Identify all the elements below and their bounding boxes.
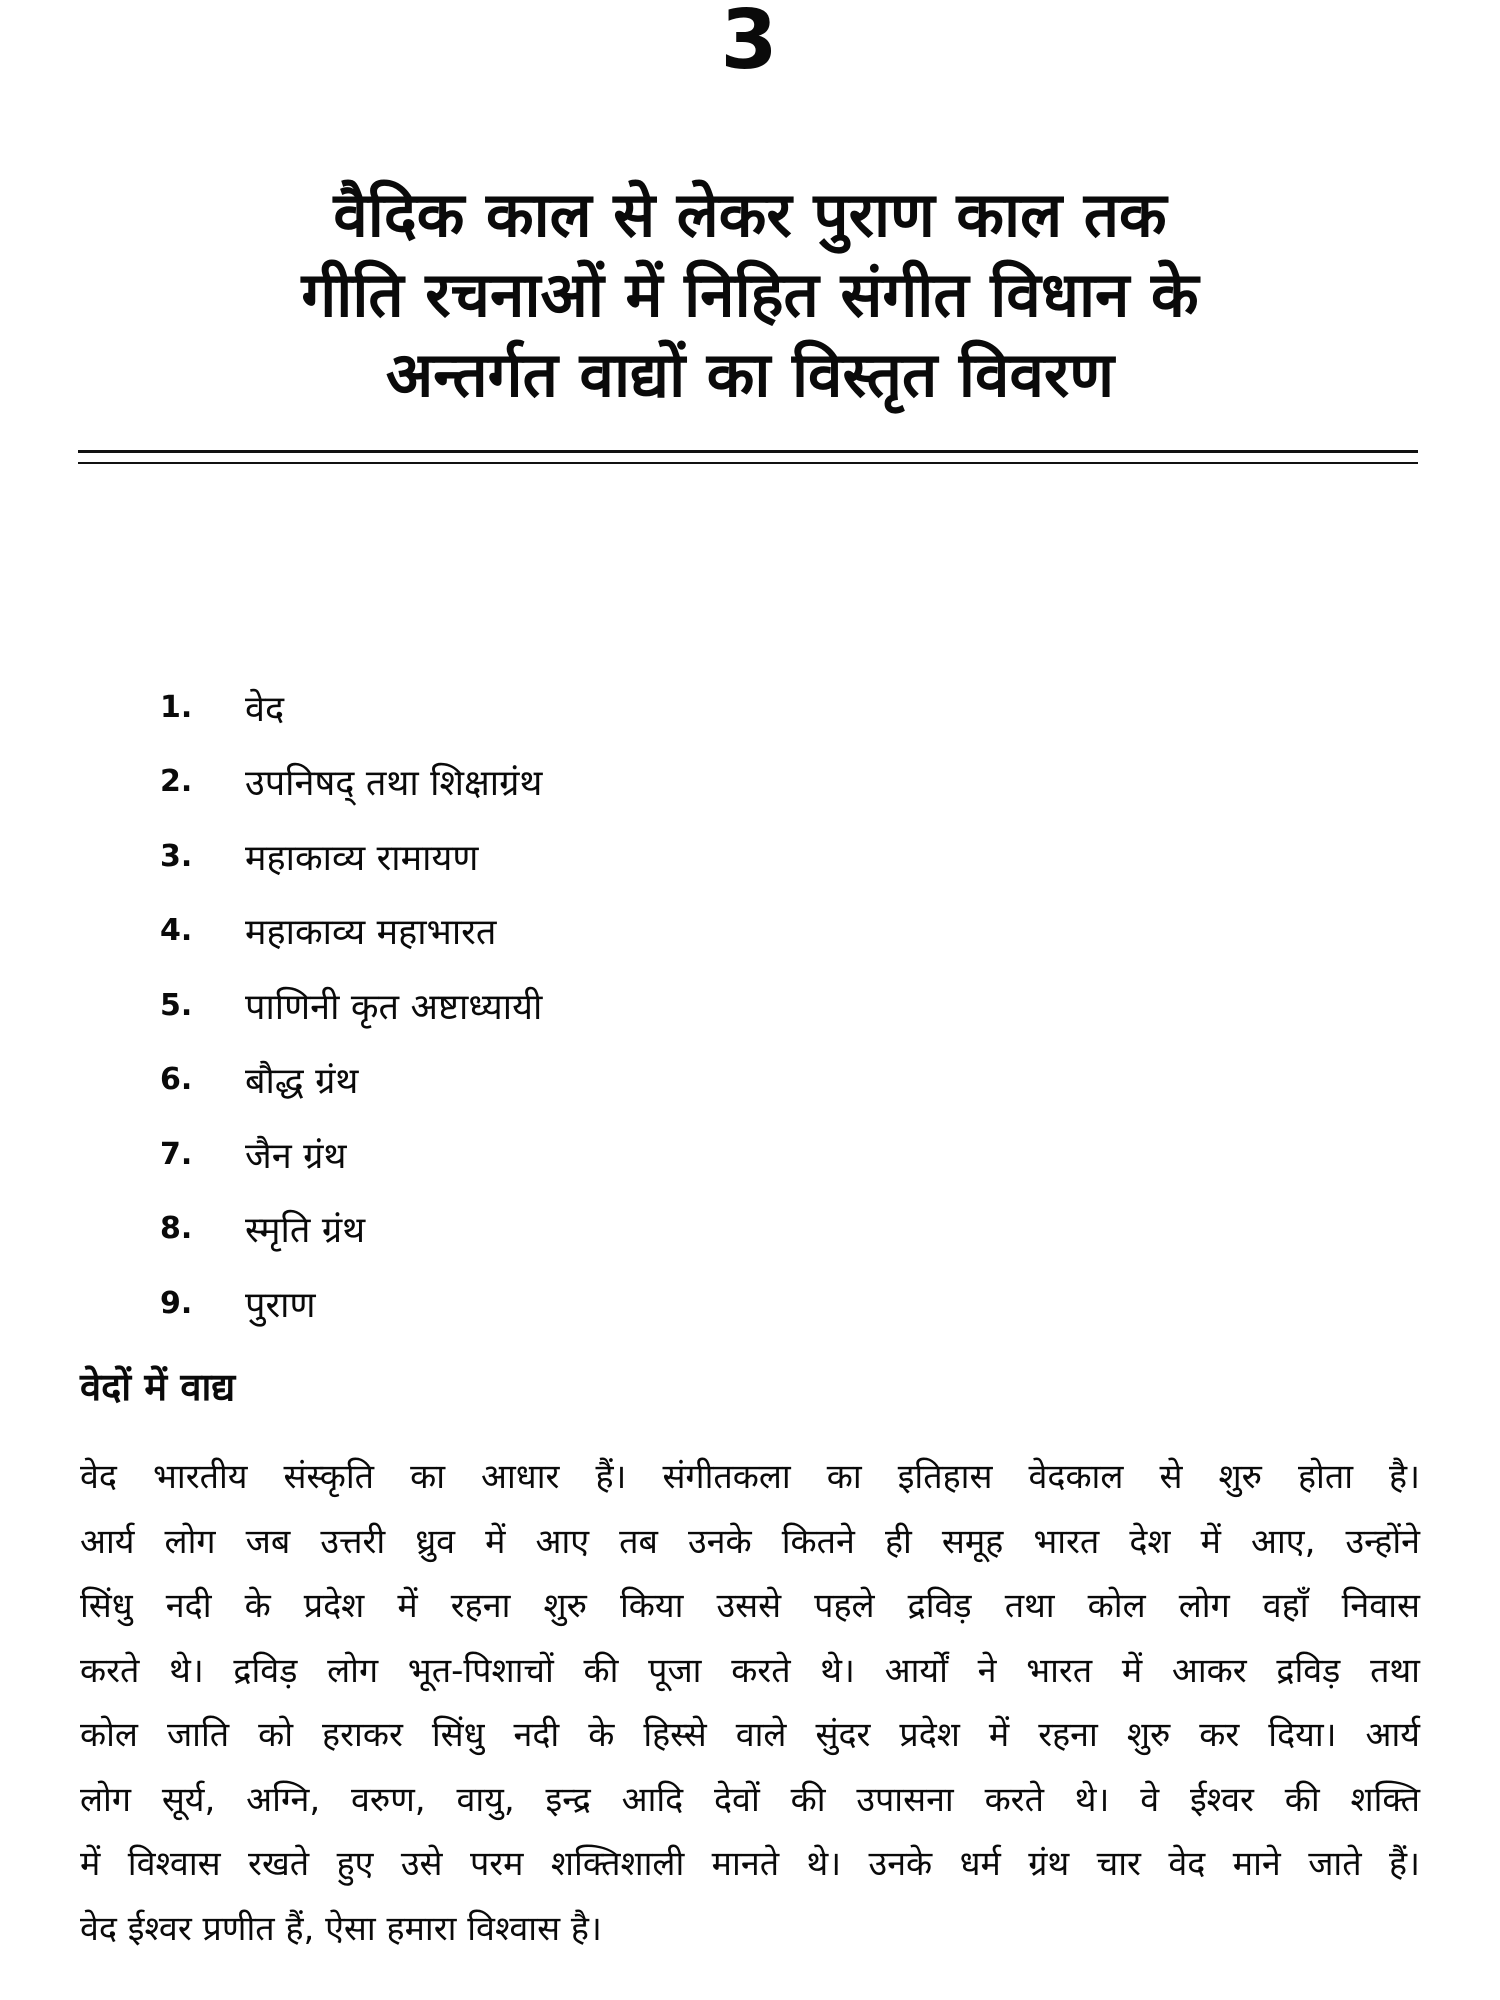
body-paragraph — [80, 1445, 1420, 1961]
section-heading: वेदों में वाद्य — [80, 1365, 236, 1409]
list-item — [160, 1043, 542, 1118]
paragraph-line: करते थे। द्रविड़ लोग भूत-पिशाचों की पूजा करते थे। आर्यों ने भारत में आकर द्रविड़ तथा — [80, 1650, 1420, 1691]
chapter-number: 3 — [720, 0, 780, 88]
list-item-text: बौद्ध ग्रंथ — [245, 1061, 359, 1103]
chapter-title-line: वैदिक काल से लेकर पुराण काल तक — [333, 178, 1167, 251]
list-item-text: पाणिनी कृत अष्टाध्यायी — [245, 986, 543, 1028]
list-item-number: 4. — [160, 913, 193, 949]
list-item — [160, 819, 542, 894]
paragraph-line: आर्य लोग जब उत्तरी ध्रुव में आए तब उनके कितने ही समूह भारत देश में आए, उन्होंने — [80, 1521, 1420, 1562]
list-item-number: 3. — [160, 838, 193, 874]
list-item-text: उपनिषद् तथा शिक्षाग्रंथ — [245, 763, 543, 805]
list-item-text: वेद — [245, 688, 285, 730]
chapter-title-line: अन्तर्गत वाद्यों का विस्तृत विवरण — [385, 338, 1115, 411]
list-item-number: 2. — [160, 764, 193, 800]
list-item — [160, 1266, 542, 1341]
list-item-text: स्मृति ग्रंथ — [245, 1210, 366, 1252]
list-item-text: महाकाव्य महाभारत — [245, 912, 497, 954]
list-item-number: 7. — [160, 1136, 193, 1172]
paragraph-line: कोल जाति को हराकर सिंधु नदी के हिस्से वाले सुंदर प्रदेश में रहना शुरु कर दिया। आर्य — [80, 1715, 1420, 1755]
paragraph-line: वेद ईश्वर प्रणीत हैं, ऐसा हमारा विश्वास है। — [80, 1908, 602, 1949]
list-item — [160, 968, 542, 1043]
title-divider-thin — [78, 462, 1418, 464]
list-item-text: पुराण — [245, 1284, 316, 1326]
chapter-title — [120, 175, 1380, 415]
list-item-text: जैन ग्रंथ — [245, 1135, 347, 1177]
paragraph-line: लोग सूर्य, अग्नि, वरुण, वायु, इन्द्र आदि देवों की उपासना करते थे। वे ईश्वर की शक्ति — [80, 1779, 1420, 1820]
list-item-number: 5. — [160, 987, 193, 1023]
list-item — [160, 894, 542, 969]
title-divider-thick — [78, 450, 1418, 453]
list-item — [160, 1117, 542, 1192]
list-item-number: 8. — [160, 1211, 193, 1247]
source-list — [160, 670, 542, 1341]
paragraph-line: वेद भारतीय संस्कृति का आधार हैं। संगीतकला का इतिहास वेदकाल से शुरु होता है। — [80, 1457, 1420, 1497]
paragraph-line: में विश्वास रखते हुए उसे परम शक्तिशाली मानते थे। उनके धर्म ग्रंथ चार वेद माने जाते हैं। — [80, 1844, 1420, 1884]
list-item — [160, 1192, 542, 1267]
chapter-title-line: गीति रचनाओं में निहित संगीत विधान के — [301, 258, 1199, 331]
paragraph-line: सिंधु नदी के प्रदेश में रहना शुरु किया उससे पहले द्रविड़ तथा कोल लोग वहाँ निवास — [80, 1586, 1420, 1626]
list-item-number: 1. — [160, 689, 193, 725]
list-item — [160, 745, 542, 820]
list-item-text: महाकाव्य रामायण — [245, 837, 479, 879]
list-item-number: 6. — [160, 1062, 193, 1098]
list-item-number: 9. — [160, 1285, 193, 1321]
list-item — [160, 670, 542, 745]
